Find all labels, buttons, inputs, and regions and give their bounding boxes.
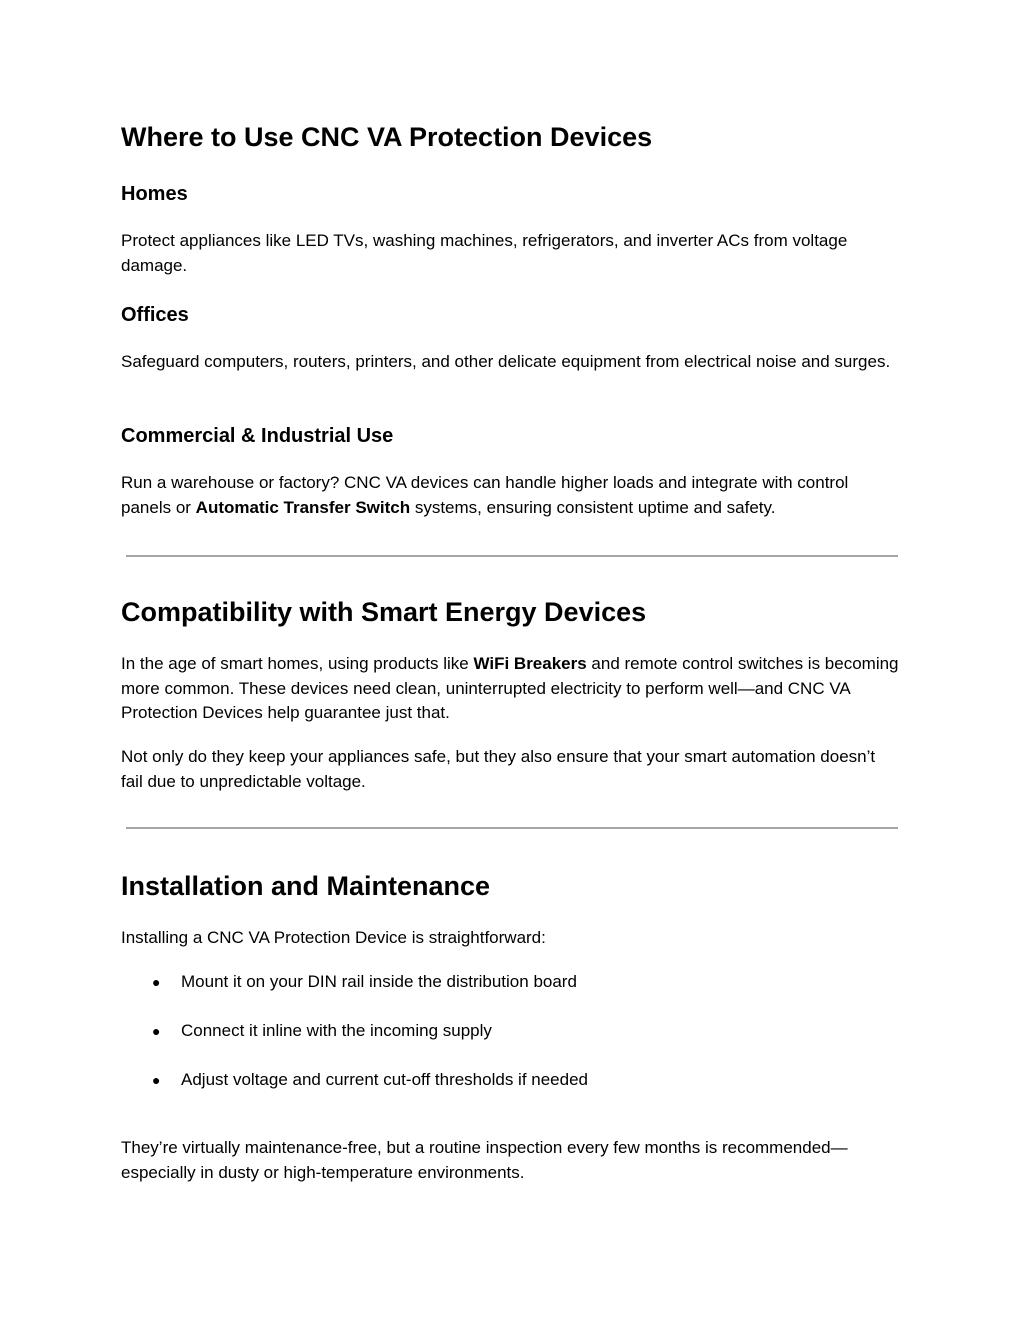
list-item-text: Connect it inline with the incoming supply bbox=[181, 1021, 492, 1040]
subheading-homes: Homes bbox=[121, 183, 188, 205]
paragraph-offices: Safeguard computers, routers, printers, and other delicate equipment from electrical noise and surges. bbox=[121, 352, 891, 371]
paragraph-installation-intro: Installing a CNC VA Protection Device is straightforward: bbox=[121, 928, 546, 947]
paragraph-commercial-text-1: Run a warehouse or factory? CNC VA devices can handle higher loads and integrate with control panels or bbox=[121, 473, 849, 517]
horizontal-divider-1 bbox=[126, 555, 898, 557]
paragraph-smart-homes bbox=[121, 652, 901, 726]
section-title-where-to-use: Where to Use CNC VA Protection Devices bbox=[121, 122, 653, 152]
horizontal-divider-2 bbox=[126, 827, 898, 829]
bullet-icon: ● bbox=[152, 1072, 161, 1088]
paragraph-commercial-text-2: systems, ensuring consistent uptime and safety. bbox=[410, 497, 776, 517]
list-item-text: Adjust voltage and current cut-off thresholds if needed bbox=[181, 1070, 588, 1089]
paragraph-homes: Protect appliances like LED TVs, washing machines, refrigerators, and inverter ACs from voltage damage. bbox=[121, 231, 848, 275]
paragraph-maintenance: They’re virtually maintenance-free, but a routine inspection every few months is recommended—especially in dusty or high-temperature environments. bbox=[121, 1138, 848, 1182]
paragraph-commercial bbox=[121, 471, 901, 520]
list-item-text: Mount it on your DIN rail inside the distribution board bbox=[181, 972, 577, 991]
wifi-breakers-term: WiFi Breakers bbox=[473, 654, 587, 673]
paragraph-smart-homes-text-2: and remote control switches is becoming more common. These devices need clean, uninterrupted electricity to perform well—and CNC VA Protection Devices help guarantee just that. bbox=[121, 654, 899, 722]
section-title-compatibility: Compatibility with Smart Energy Devices bbox=[121, 597, 647, 627]
bullet-icon: ● bbox=[152, 974, 161, 990]
subheading-offices: Offices bbox=[121, 304, 189, 326]
paragraph-smart-homes-text-1: In the age of smart homes, using products like bbox=[121, 654, 474, 673]
subheading-commercial: Commercial & Industrial Use bbox=[121, 425, 394, 447]
section-title-installation: Installation and Maintenance bbox=[121, 871, 491, 901]
automatic-transfer-switch-term: Automatic Transfer Switch bbox=[195, 497, 411, 517]
bullet-icon: ● bbox=[152, 1023, 161, 1039]
paragraph-automation: Not only do they keep your appliances safe, but they also ensure that your smart automation doesn’t fail due to unpredictable voltage. bbox=[121, 747, 876, 791]
